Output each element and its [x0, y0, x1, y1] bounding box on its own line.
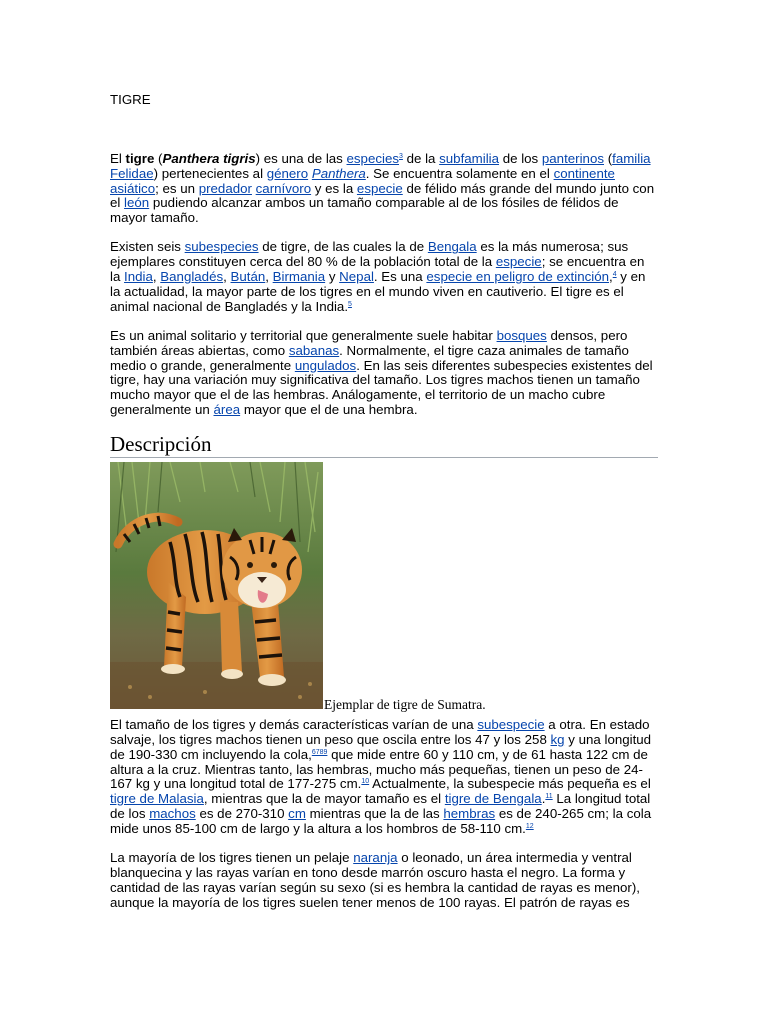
citation-ref[interactable]: 3 [399, 153, 403, 160]
link-naranja[interactable]: naranja [353, 850, 398, 866]
link-especie[interactable]: especie [356, 180, 403, 196]
citation-ref[interactable]: 10 [361, 778, 370, 786]
link-genero[interactable]: género [266, 165, 309, 181]
link-familia[interactable]: familia [612, 151, 651, 166]
link-especies[interactable]: especies [346, 151, 399, 166]
link-ungulados[interactable]: ungulados [294, 357, 357, 373]
citation-ref[interactable]: 6789 [311, 748, 328, 756]
description-paragraph-1: El tamaño de los tigres y demás características varían de una subespecie a otra. En estado salvaje, los tigres machos tienen un peso que oscila entre los 47 y los 258 kg y una longitud de 190-330 cm incluyendo la cola,$^{6789}$ que mide entre 60 y 110 cm, y de 61 hasta 122 cm de altura a la cruz. Mientras tanto, las hembras, mucho más pequeñas, tienen un peso de 24-167 kg y una longitud total de 177-275 cm.$^{10}$ Actualmente, la subespecie más pequeña es el tigre de Malasia, mientras que la de mayor tamaño es el tigre de Bengala.$^{11}$ La longitud total de los machos es de 270-310 cm mientras que la de las hembras es de 240-265 cm; la cola mide unos 85-100 cm de largo y la altura a los hombros de 58-110 cm.$^{12}$ [110, 717, 652, 836]
link-sabanas[interactable]: sabanas [288, 342, 340, 358]
figure [110, 462, 658, 713]
link-cm[interactable]: cm [288, 806, 306, 822]
section-heading-descripcion: Descripción [110, 432, 658, 458]
link-especie-en-peligro[interactable]: especie en peligro de extinción [426, 269, 609, 285]
intro-paragraph-2: Existen seis subespecies de tigre, de las cuales la de Bengala es la más numerosa; sus ejemplares constituyen cerca del 80 % de la población total de la especie; se encuentra en la India, Bangladés, Bután, Birmania y Nepal. Es una especie en peligro de extinción,$^4$ y en la actualidad, la mayor parte de los tigres en el mundo viven en cautiverio. El tigre es el animal nacional de Bangladés y la India.$^5$ [110, 239, 646, 314]
term-tigre: tigre [125, 151, 155, 166]
link-banglades[interactable]: Bangladés [160, 269, 224, 285]
citation-ref[interactable]: 4 [612, 271, 617, 279]
article-body [110, 152, 658, 925]
link-india[interactable]: India [124, 269, 153, 285]
citation-ref[interactable]: 12 [525, 822, 534, 830]
link-bosques[interactable]: bosques [496, 327, 547, 343]
link-machos[interactable]: machos [149, 806, 196, 822]
link-tigre-de-malasia[interactable]: tigre de Malasia [110, 791, 204, 807]
document-title: TIGRE [110, 92, 151, 107]
figure-caption: Ejemplar de tigre de Sumatra. [324, 697, 486, 713]
link-continente-asiatico[interactable]: continente asiático [110, 165, 615, 196]
intro-paragraph-1: El tigre (Panthera tigris) es una de las especies$^3$ de la subfamilia de los panterinos (familia Felidae) pertenecientes al género Panthera. Se encuentra solamente en el continente asiático; es un predador carnívoro y es la especie de félido más grande del mundo junto con el león pudiendo alcanzar ambos un tamaño comparable al de los fósiles de félidos de mayor tamaño. [110, 151, 655, 226]
link-panterinos[interactable]: panterinos [541, 151, 604, 166]
link-leon[interactable]: león [124, 195, 150, 211]
link-hembras[interactable]: hembras [443, 806, 496, 822]
link-carnivoro[interactable]: carnívoro [255, 180, 312, 196]
link-especie[interactable]: especie [495, 254, 542, 270]
scientific-name: Panthera tigris [162, 151, 256, 166]
link-subespecies[interactable]: subespecies [184, 239, 259, 255]
citation-ref[interactable]: 5 [348, 300, 352, 308]
link-kg[interactable]: kg [550, 732, 565, 748]
link-felidae[interactable]: Felidae [110, 165, 154, 181]
description-paragraph-2: La mayoría de los tigres tienen un pelaje naranja o leonado, un área intermedia y ventral blanquecina y las rayas varían en tono desde marrón oscuro hasta el negro. La forma y cantidad de las rayas varían según su sexo (si es hembra la cantidad de rayas es menor), aunque la mayoría de los tigres suelen tener menos de 100 rayas. El patrón de rayas es [110, 850, 640, 910]
link-subespecie[interactable]: subespecie [477, 717, 545, 733]
link-subfamilia[interactable]: subfamilia [439, 151, 500, 166]
intro-paragraph-3: Es un animal solitario y territorial que generalmente suele habitar bosques densos, pero también áreas abiertas, como sabanas. Normalmente, el tigre caza animales de tamaño medio o grande, generalmente ungulados. En las seis diferentes subespecies existentes del tigre, hay una variación muy significativa del tamaño. Los tigres machos tienen un tamaño mucho mayor que el de las hembras. Análogamente, el territorio de un macho cubre generalmente un área mayor que el de una hembra. [110, 327, 653, 417]
tiger-photo [110, 462, 323, 709]
citation-ref[interactable]: 11 [545, 793, 553, 801]
link-nepal[interactable]: Nepal [339, 269, 374, 285]
link-panthera[interactable]: Panthera [311, 165, 366, 181]
link-butan[interactable]: Bután [230, 269, 266, 285]
link-area[interactable]: área [213, 401, 241, 417]
link-birmania[interactable]: Birmania [272, 269, 326, 285]
link-predador[interactable]: predador [198, 180, 252, 196]
link-tigre-de-bengala[interactable]: tigre de Bengala [444, 791, 542, 807]
link-bengala[interactable]: Bengala [427, 239, 477, 255]
